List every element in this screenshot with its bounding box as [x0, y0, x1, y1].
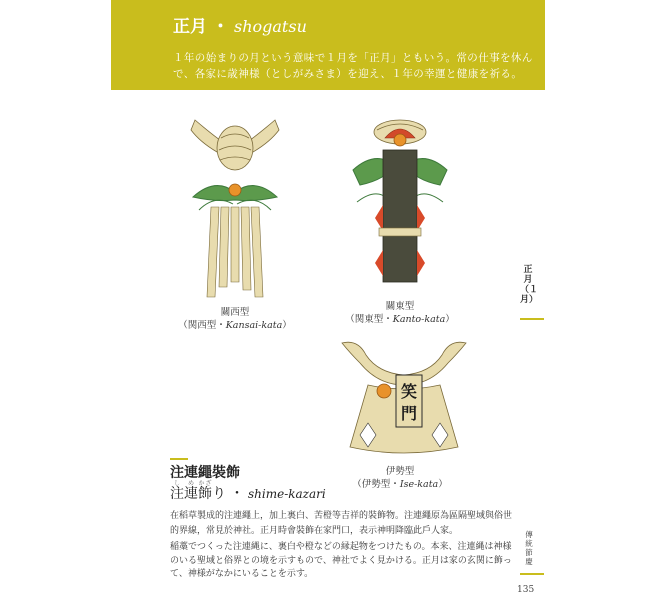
section-accent-line: [170, 458, 188, 460]
ise-kata-caption: [335, 465, 465, 491]
kansai-kata-subtitle: （関西型・Kansai-kata）: [178, 320, 292, 331]
kanto-kata-caption: [335, 300, 465, 326]
kanto-kata-subtitle: （関東型・Kanto-kata）: [345, 314, 455, 325]
ise-kata-name: 伊勢型: [385, 466, 415, 477]
section-body-chinese: 在稻草製成的注連繩上，加上裏白、苦橙等吉祥的裝飾物。注連繩原為區隔聖域與俗世的界線，常見於神社。正月時會裝飾在家門口，表示神明降臨此戶人家。: [170, 511, 513, 536]
title-romaji: shogatsu: [234, 17, 307, 36]
section-romaji: shime-kazari: [248, 487, 326, 501]
ruby-shime: 注連しめ: [170, 480, 198, 502]
kanto-kata-illustration: [345, 110, 455, 290]
side-divider-bottom: [520, 573, 544, 575]
kansai-kata-caption: [170, 306, 300, 332]
ise-plaque-bottom-char: 門: [400, 404, 418, 423]
page-number: 135: [517, 585, 535, 595]
side-category-label: 傳統節慶: [525, 530, 533, 566]
ise-plaque-top-char: 笑: [400, 382, 418, 401]
side-divider-top: [520, 318, 544, 320]
ise-kata-illustration: [338, 335, 470, 460]
section-subtitle: 注連しめ飾かざり ・ shime-kazari: [170, 480, 326, 502]
section-body-japanese: 稲藁でつくった注連縄に、裏白や橙などの縁起物をつけたもの。本来、注連縄は神様のいる聖域と俗界との境を示すもので、神社でよく見かける。正月は家の玄関に飾って、神様がなかにいることを示す。: [170, 542, 512, 579]
ise-kata-subtitle: （伊勢型・Ise-kata）: [352, 479, 448, 490]
title-separator: ・: [212, 17, 229, 37]
page-title: [173, 12, 307, 37]
side-tab-label: 正月（１月）: [520, 265, 539, 305]
title-japanese: 正月: [173, 17, 207, 37]
kansai-kata-name: 關西型: [220, 307, 250, 318]
intro-text: １年の始まりの月という意味で１月を「正月」ともいう。常の仕事を休んで、各家に歳神様（としがみさま）を迎え、１年の幸運と健康を祈る。: [173, 52, 533, 80]
kansai-kata-illustration: [185, 112, 285, 302]
kanto-kata-name: 關東型: [385, 301, 415, 312]
ruby-kaza: 飾かざ: [198, 480, 212, 502]
section-title: 注連繩裝飾: [170, 465, 240, 481]
